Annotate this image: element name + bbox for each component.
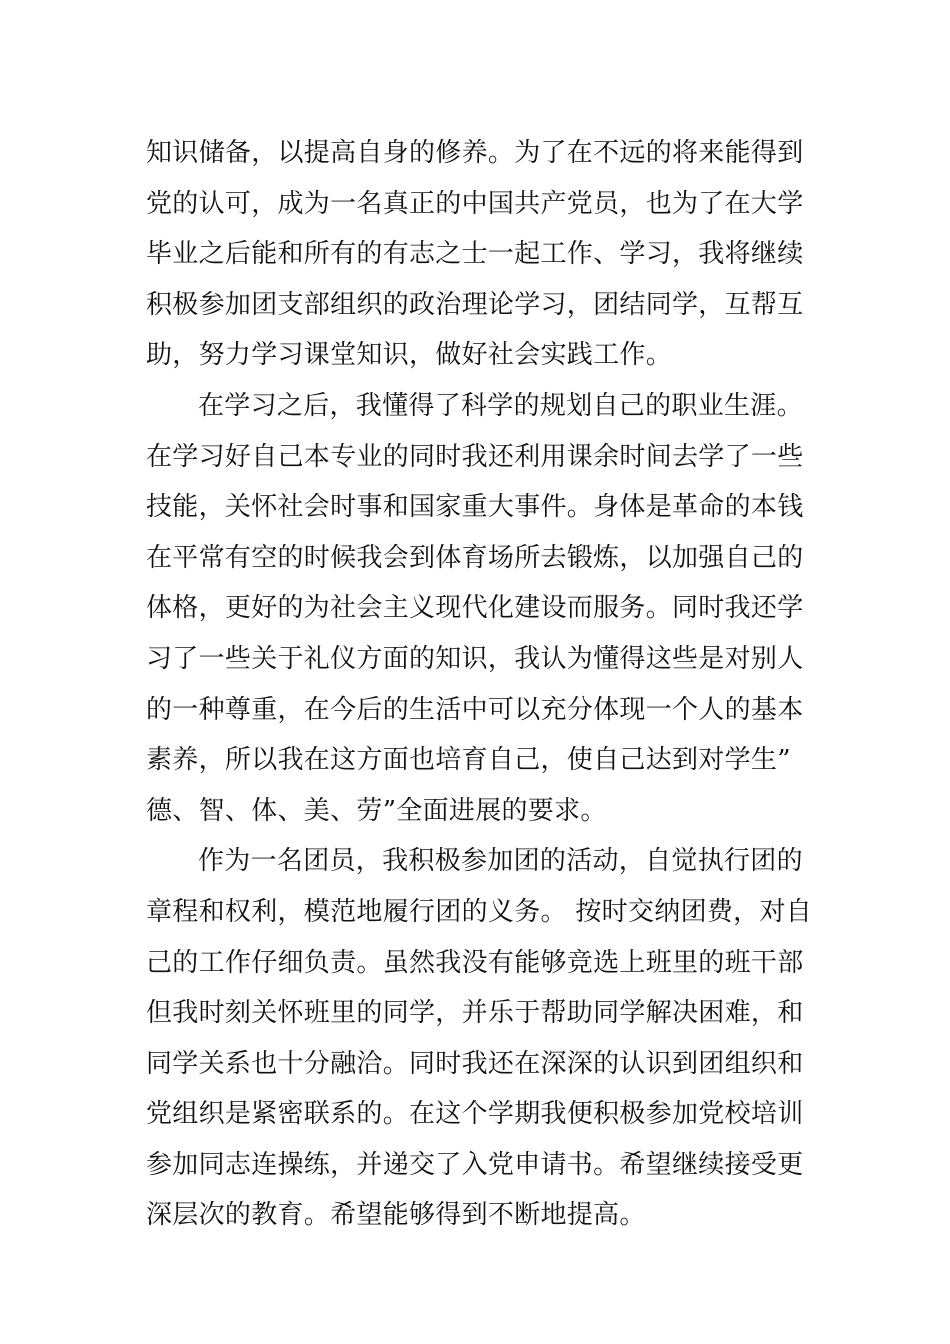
- paragraph-first-line: 作为一名团员，我积极参加团的活动，自觉执行团的: [198, 846, 803, 877]
- text-line: 参加同志连操练，并递交了入党申请书。希望继续接受更: [146, 1149, 804, 1180]
- text-line: 毕业之后能和所有的有志之士一起工作、学习，我将继续: [146, 239, 804, 270]
- paragraph-first-line: 在学习之后，我懂得了科学的规划自己的职业生涯。: [198, 390, 803, 421]
- text-line: 德、智、体、美、劳”全面进展的要求。: [146, 795, 607, 826]
- body-text: [146, 128, 813, 1241]
- text-line: 党的认可，成为一名真正的中国共产党员，也为了在大学: [146, 188, 804, 219]
- text-line: 同学关系也十分融洽。同时我还在深深的认识到团组织和: [146, 1048, 804, 1079]
- text-line: 己的工作仔细负责。虽然我没有能够竞选上班里的班干部: [146, 947, 804, 978]
- text-line: 在平常有空的时候我会到体育场所去锻炼，以加强自己的: [146, 542, 804, 573]
- text-line: 技能，关怀社会时事和国家重大事件。身体是革命的本钱: [146, 492, 804, 523]
- text-line: 知识储备，以提高自身的修养。为了在不远的将来能得到: [146, 138, 804, 168]
- text-line: 习了一些关于礼仪方面的知识，我认为懂得这些是对别人: [146, 643, 804, 674]
- text-line: 的一种尊重，在今后的生活中可以充分体现一个人的基本: [146, 694, 804, 725]
- text-line: 章程和权利，模范地履行团的义务。 按时交纳团费，对自: [146, 896, 813, 927]
- text-line: 素养，所以我在这方面也培育自己，使自己达到对学生”: [146, 745, 791, 776]
- text-line: 在学习好自己本专业的同时我还利用课余时间去学了一些: [146, 441, 804, 472]
- text-line: 积极参加团支部组织的政治理论学习，团结同学，互帮互: [146, 289, 804, 320]
- text-line: 但我时刻关怀班里的同学，并乐于帮助同学解决困难，和: [146, 998, 804, 1029]
- text-line: 助，努力学习课堂知识，做好社会实践工作。: [146, 340, 673, 371]
- text-line: 体格，更好的为社会主义现代化建设而服务。同时我还学: [146, 593, 804, 624]
- text-line: 党组织是紧密联系的。在这个学期我便积极参加党校培训: [146, 1099, 804, 1130]
- text-line: 深层次的教育。希望能够得到不断地提高。: [146, 1200, 646, 1231]
